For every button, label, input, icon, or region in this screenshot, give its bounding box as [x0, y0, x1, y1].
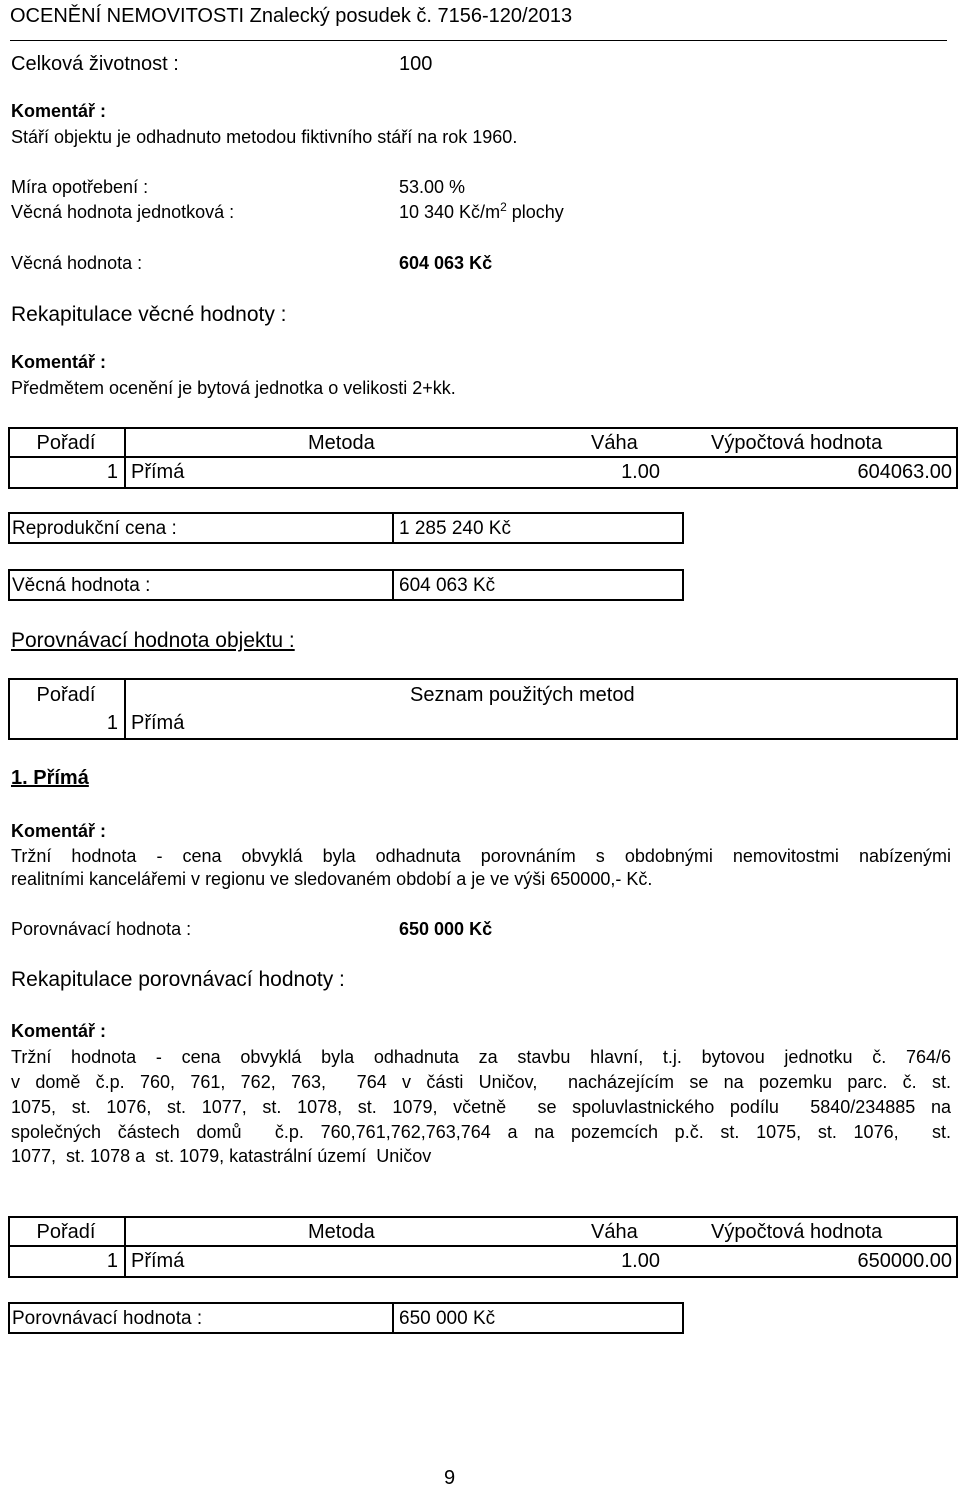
comment-text: Stáří objektu je odhadnuto metodou fiktivního stáří na rok 1960. [11, 127, 518, 147]
comment-text-line: Tržní hodnota - cena obvyklá byla odhadnuta porovnáním s obdobnými nemovitostmi nabízenými [11, 846, 951, 866]
section-heading-comparative: Porovnávací hodnota objektu : [11, 629, 295, 652]
box-divider [392, 1302, 394, 1334]
material-value-label: Věcná hodnota : [11, 253, 143, 273]
document-header-title: OCENĚNÍ NEMOVITOSTI Znalecký posudek č. 7156-120/2013 [10, 5, 573, 27]
table-cell-value: 604063.00 [857, 461, 952, 483]
box-divider [392, 569, 394, 601]
wear-label: Míra opotřebení : [11, 177, 149, 197]
table-column-divider [124, 427, 126, 489]
section-heading-recap-comparative: Rekapitulace porovnávací hodnoty : [11, 968, 345, 991]
section-heading-recap-material: Rekapitulace věcné hodnoty : [11, 303, 287, 326]
comment-label: Komentář : [11, 352, 107, 372]
method-heading: 1. Přímá [11, 767, 89, 789]
comparative-value-box-label: Porovnávací hodnota : [12, 1308, 203, 1329]
table-header-order: Pořadí [36, 1221, 96, 1243]
wear-value: 53.00 % [399, 177, 466, 197]
comment-text: Předmětem ocenění je bytová jednotka o velikosti 2+kk. [11, 378, 456, 398]
comment-text-line: realitními kancelářemi v regionu ve sledovaném období a je ve výši 650000,- Kč. [11, 869, 653, 889]
table-column-divider [124, 1216, 126, 1278]
comparative-value: 650 000 Kč [399, 919, 493, 939]
table-header-weight: Váha [591, 1221, 638, 1243]
reproduction-cost-label: Reprodukční cena : [12, 518, 177, 539]
table-cell-weight: 1.00 [621, 461, 660, 483]
table-header-method: Metoda [308, 1221, 375, 1243]
unit-value-label: Věcná hodnota jednotková : [11, 202, 235, 222]
table-cell-order: 1 [106, 1250, 118, 1272]
methods-cell-order: 1 [106, 712, 118, 734]
table-row-divider [8, 1245, 958, 1247]
table-cell-weight: 1.00 [621, 1250, 660, 1272]
life-value: 100 [399, 53, 433, 75]
table-cell-value: 650000.00 [857, 1250, 952, 1272]
comparative-value-label: Porovnávací hodnota : [11, 919, 192, 939]
material-value-box-value: 604 063 Kč [399, 575, 496, 596]
table-header-method: Metoda [308, 432, 375, 454]
table-header-weight: Váha [591, 432, 638, 454]
comment-label: Komentář : [11, 821, 107, 841]
comment-text-line: 1077, st. 1078 a st. 1079, katastrální území Uničov [11, 1146, 432, 1166]
comment-text-line: 1075, st. 1076, st. 1077, st. 1078, st. 1079, včetně se spoluvlastnického podílu 5840/234885 na [11, 1097, 951, 1117]
header-rule [10, 40, 947, 41]
material-value: 604 063 Kč [399, 253, 493, 273]
page-number: 9 [444, 1467, 456, 1489]
methods-header-list: Seznam použitých metod [410, 684, 635, 706]
table-cell-method: Přímá [131, 461, 185, 483]
comment-text-line: v domě č.p. 760, 761, 762, 763, 764 v části Uničov, nacházejícím se na pozemku parc. č. st. [11, 1072, 951, 1092]
reproduction-cost-value: 1 285 240 Kč [399, 518, 511, 539]
table-header-computed-value: Výpočtová hodnota [711, 432, 883, 454]
table-header-computed-value: Výpočtová hodnota [711, 1221, 883, 1243]
methods-header-order: Pořadí [36, 684, 96, 706]
unit-value: 10 340 $Kč/m^2$ plochy [399, 200, 564, 222]
table-cell-order: 1 [106, 461, 118, 483]
comment-label: Komentář : [11, 1021, 107, 1041]
comparative-value-box-value: 650 000 Kč [399, 1308, 496, 1329]
table-column-divider [124, 678, 126, 740]
methods-cell-method: Přímá [131, 712, 185, 734]
comment-label: Komentář : [11, 101, 107, 121]
table-header-order: Pořadí [36, 432, 96, 454]
box-divider [392, 512, 394, 544]
comment-text-line: Tržní hodnota - cena obvyklá byla odhadnuta za stavbu hlavní, t.j. bytovou jednotku č. 764/6 [11, 1047, 951, 1067]
comment-text-line: společných částech domů č.p. 760,761,762,763,764 a na pozemcích p.č. st. 1075, st. 1076, st. [11, 1122, 951, 1142]
table-cell-method: Přímá [131, 1250, 185, 1272]
material-value-box-label: Věcná hodnota : [12, 575, 151, 596]
life-label: Celková životnost : [11, 53, 179, 75]
table-row-divider [8, 456, 958, 458]
